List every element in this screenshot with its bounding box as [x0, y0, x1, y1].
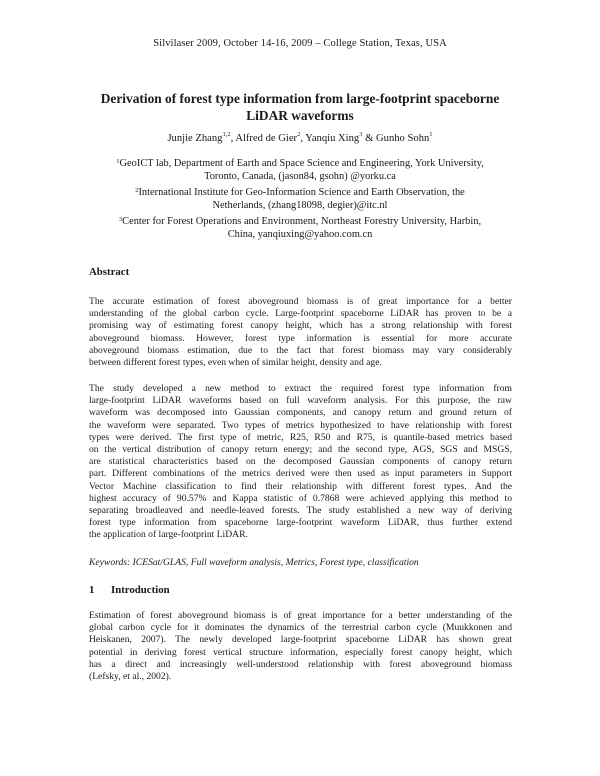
abstract-paragraph-2: The study developed a new method to extract the required forest type information from large-footprint LiDAR waveforms based on full waveform analysis. For this purpose, the raw waveform was decomposed into Gaussian components, and canopy return and ground return of the waveform were separated. Two types of metrics hypothesized to have relationship with forest types were derived. The first type of metric, R25, R50 and R75, is quantile-based metrics based on the vertical distribution of canopy return energy; and the second type, AGS, SGS and MSGS, are statistical characteristics based on the decomposed Gaussian components of canopy return part. Different combinations of the metrics derived were then used as input parameters in Support Vector Machine classification to find their relationship with different forest types. And the highest accuracy of 90.57% and Kappa statistic of 0.7868 were achieved applying this method to separating broadleaved and needle-leaved forests. The study established a new way of deriving forest type information from spaceborne large-footprint waveform LiDAR, thus further extend the application of large-footprint LiDAR. [89, 383, 512, 541]
author: Junjie Zhang$^{1,2}$, [167, 131, 236, 144]
affiliation: $^1$GeoICT lab, Department of Earth and Space Science and Engineering, York University, Toronto, Canada, (jason84, gsohn) @yorku.ca [116, 158, 484, 183]
section-heading-introduction: 1 Introduction [89, 584, 170, 596]
affiliations [70, 157, 530, 243]
author: Alfred de Gier$^2$, [235, 131, 306, 144]
author: Gunho Sohn$^1$ [376, 131, 433, 144]
affiliation: $^2$International Institute for Geo-Information Science and Earth Observation, the Netherlands, (zhang18098, degier)@itc.nl [135, 186, 465, 212]
paper-title [80, 90, 520, 124]
affiliation: $^3$Center for Forest Operations and Environment, Northeast Forestry University, Harbin, China, yanqiuxing@yahoo.com.cn [118, 215, 482, 241]
keywords: Keywords: ICESat/GLAS, Full waveform analysis, Metrics, Forest type, classification [89, 557, 419, 568]
introduction-paragraph-1: Estimation of forest aboveground biomass is of great importance for a better understanding of the global carbon cycle for it dominates the dynamics of the terrestrial carbon cycle (Muukkonen and Heiskanen, 2007). The newly developed large-footprint spaceborne LiDAR has shown great potential in deriving forest vertical structure information, especially forest canopy height, which has a direct and increasingly well-understood relationship with forest aboveground biomass (Lefsky, et al., 2002). [89, 610, 512, 683]
abstract-paragraph-1: The accurate estimation of forest aboveground biomass is of great importance for a better understanding of the global carbon cycle. Large-footprint spaceborne LiDAR has proven to be a promising way of estimating forest canopy height, which has a strong relationship with forest aboveground biomass. However, forest type information is essential for more accurate aboveground biomass estimation, due to the fact that forest biomass may vary considerably between different forest types, even when of similar height, density and age. [89, 296, 512, 369]
abstract-heading: Abstract [89, 266, 130, 278]
title-line-1: Derivation of forest type information from large-footprint spaceborne [100, 91, 500, 106]
author: Yanqiu Xing$^3$ & [305, 131, 377, 144]
author-list [0, 133, 600, 144]
running-header: Silvilaser 2009, October 14-16, 2009 – College Station, Texas, USA [153, 38, 447, 49]
title-line-2: LiDAR waveforms [246, 108, 354, 123]
